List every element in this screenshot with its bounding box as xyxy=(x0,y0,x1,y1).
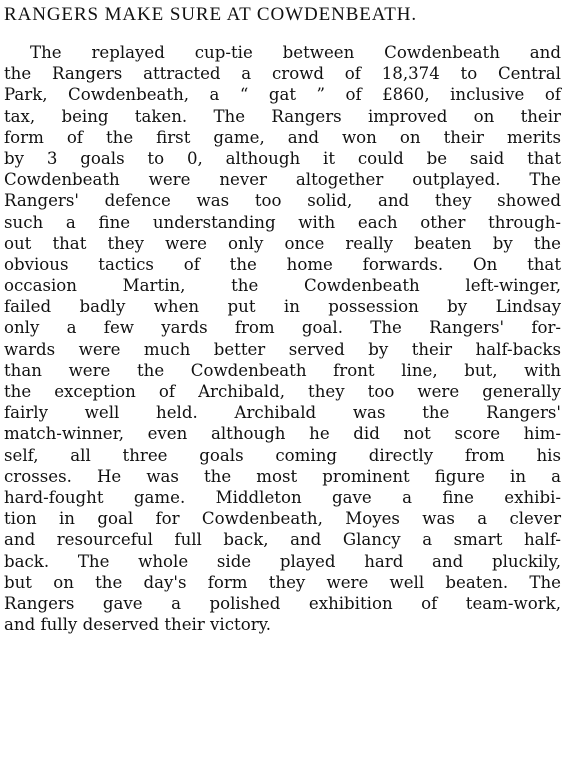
article-line: match-winner, even although he did not score him- xyxy=(4,424,561,444)
article-line: wards were much better served by their half-backs xyxy=(4,339,561,359)
article-line: occasion Martin, the Cowdenbeath left-winger, xyxy=(4,276,561,296)
article-line: Cowdenbeath were never altogether outplayed. The xyxy=(4,170,561,190)
article-line: fairly well held. Archibald was the Rangers' xyxy=(4,403,561,423)
article-line: crosses. He was the most prominent figure in a xyxy=(4,466,561,486)
article-line: form of the first game, and won on their merits xyxy=(4,127,561,147)
article-line: only a few yards from goal. The Rangers' for- xyxy=(4,318,561,338)
article-line: by 3 goals to 0, although it could be said that xyxy=(4,148,561,168)
article-line: tion in goal for Cowdenbeath, Moyes was a clever xyxy=(4,509,561,529)
article-line: tax, being taken. The Rangers improved on their xyxy=(4,106,561,126)
article-line: The replayed cup-tie between Cowdenbeath and xyxy=(30,43,561,62)
article-line: self, all three goals coming directly from his xyxy=(4,445,561,465)
article-body xyxy=(4,42,561,635)
article-line: the exception of Archibald, they too were generally xyxy=(4,382,561,401)
article-line: and fully deserved their victory. xyxy=(4,615,272,635)
article-line: hard-fought game. Middleton gave a fine exhibi- xyxy=(4,487,561,507)
article-line: Park, Cowdenbeath, a “ gat ” of £860, inclusive of xyxy=(4,85,561,105)
article-line: Rangers' defence was too solid, and they showed xyxy=(4,191,561,211)
article-line: the Rangers attracted a crowd of 18,374 to Central xyxy=(4,64,561,84)
article-headline: RANGERS MAKE SURE AT COWDENBEATH. xyxy=(4,4,418,25)
article-line: out that they were only once really beaten by the xyxy=(4,233,561,253)
article-line: Rangers gave a polished exhibition of team-work, xyxy=(4,593,561,613)
article-line: and resourceful full back, and Glancy a smart half- xyxy=(4,530,561,550)
article-line: back. The whole side played hard and pluckily, xyxy=(4,551,561,571)
article-line: than were the Cowdenbeath front line, but, with xyxy=(4,360,561,380)
article-line: failed badly when put in possession by Lindsay xyxy=(4,297,561,317)
article-line: such a fine understanding with each other through- xyxy=(4,212,561,232)
article-line: obvious tactics of the home forwards. On that xyxy=(4,254,561,274)
article-line: but on the day's form they were well beaten. The xyxy=(4,572,561,592)
